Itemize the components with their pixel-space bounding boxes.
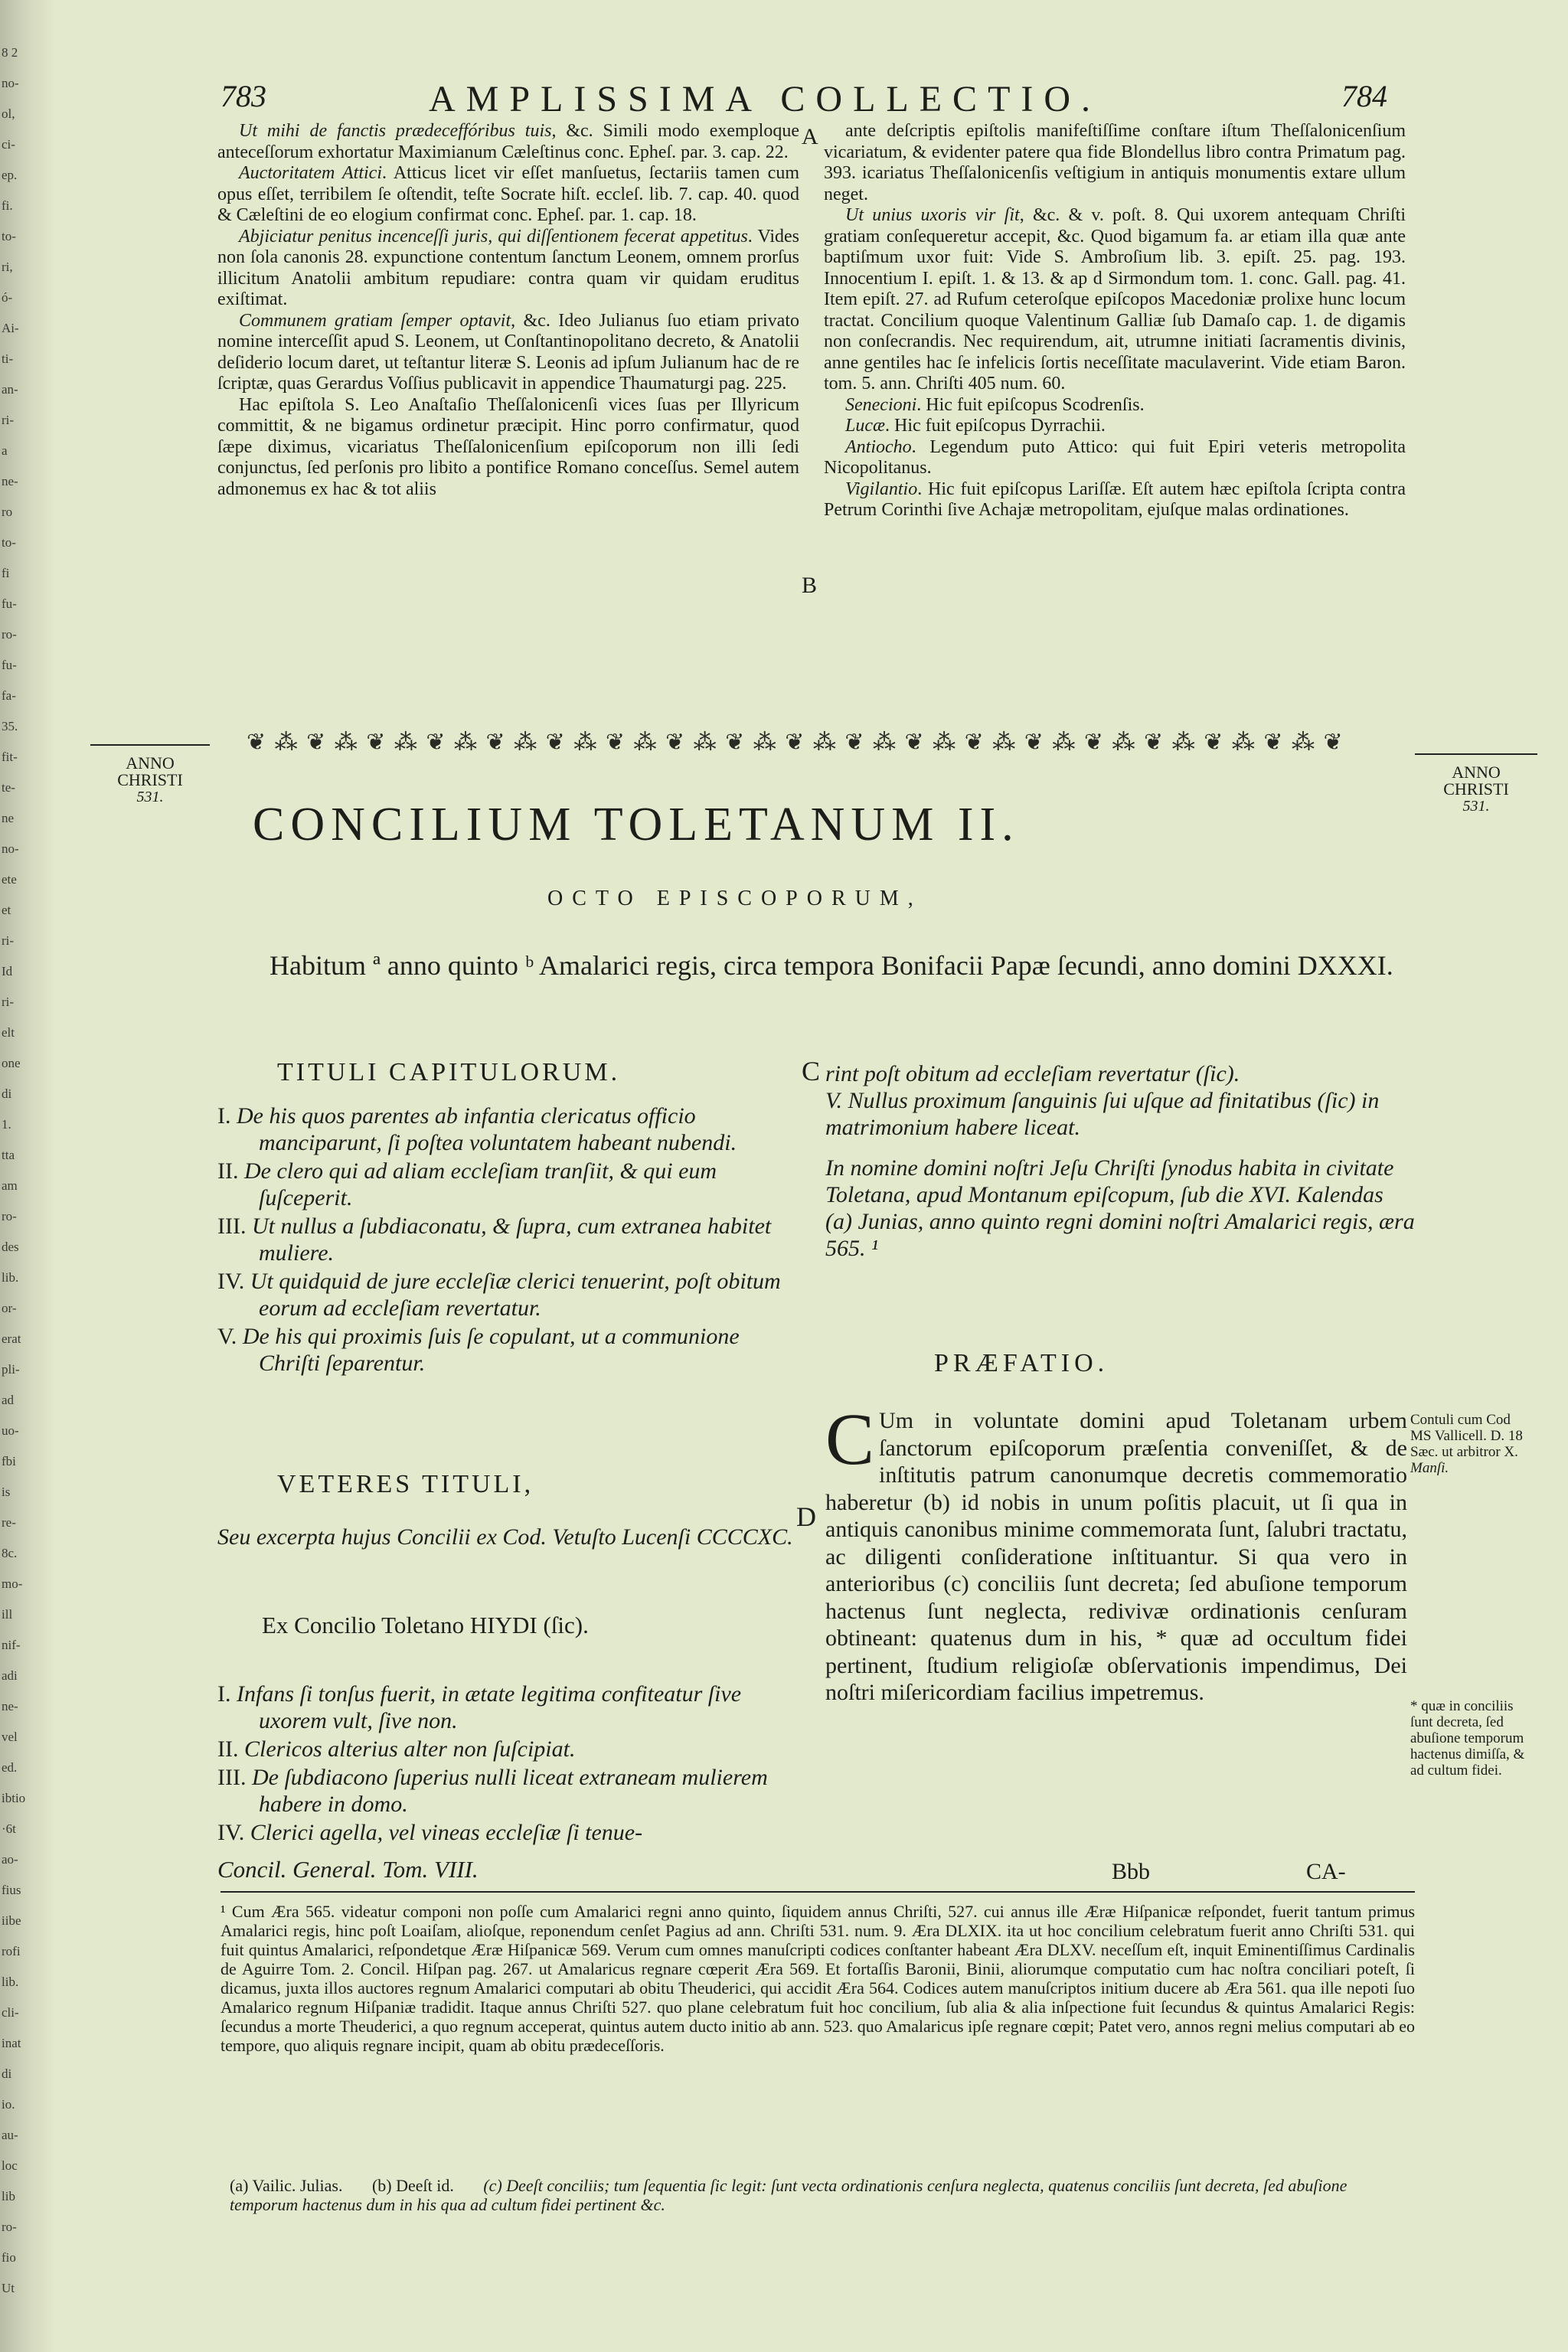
item-number: V.	[217, 1324, 243, 1349]
sidenote-variant: * quæ in conciliis ſunt decreta, ſed abuſione temporum hactenus dimiſſa, & ad cultum fidei.	[1410, 1698, 1525, 1779]
facing-page-fragment: te-	[2, 781, 15, 795]
facing-page-fragment: 8 2	[2, 46, 18, 60]
item-number: III.	[217, 1765, 252, 1790]
facing-page-fragment: uo-	[2, 1424, 19, 1438]
facing-page-fragment: 8c.	[2, 1547, 18, 1560]
facing-page-fragment: to-	[2, 536, 16, 550]
footnotes	[220, 1902, 1415, 2055]
veteres-list	[217, 1681, 799, 1847]
right-top-notes	[824, 121, 1406, 521]
facing-page-fragment: elt	[2, 1026, 15, 1040]
facing-page-fragment: fu-	[2, 597, 17, 611]
facing-page-fragment: ne-	[2, 1700, 18, 1713]
facing-page-fragment: ri-	[2, 413, 15, 427]
facing-page-fragment: a	[2, 444, 8, 458]
veteres-source: Ex Concilio Toletano HIYDI (ſic).	[262, 1612, 589, 1638]
facing-page-fragment: ao-	[2, 1853, 18, 1867]
synod-intro: In nomine domini noſtri Jeſu Chriſti ſynodus habita in civitate Toletana, apud Montanum epiſcopum, ſub die XVI. Kalendas (a) Junias, anno quinto regni domini noſtri Amalarici regis, æra 565. ¹	[825, 1155, 1415, 1261]
comment-text: Hac epiſtola S. Leo Anaſtaſio Theſſalonicenſi vices ſuas per Illyricum committit, & ne bigamus ordinetur præcipit. Hinc porro confirmatur, quod ſæpe diximus, vicariatus Theſſalonicenſium epiſcoporum non illi ſedi conjunctus, ſed perſonis pro libito a pontifice Romano conceſſus. Semel autem admonemus ex hac & tot aliis	[217, 394, 799, 499]
facing-page-fragment: vel	[2, 1730, 18, 1744]
lemma: Auctoritatem Attici	[239, 163, 383, 183]
item-five: V. Nullus proximum ſanguinis ſui uſque ad finitatibus (ſic) in matrimonium habere liceat.	[825, 1088, 1380, 1140]
facing-page-fragment: di	[2, 2067, 12, 2081]
facing-page-fragment: Ai-	[2, 322, 19, 335]
footnote-rule	[220, 1891, 1415, 1893]
commentary-paragraph	[824, 205, 1406, 395]
facing-page-fragment: is	[2, 1485, 11, 1499]
facing-page-fragment: ro	[2, 505, 13, 519]
facing-page-fragment: au-	[2, 2128, 18, 2142]
list-item	[217, 1819, 799, 1846]
item-number: I.	[217, 1681, 237, 1707]
book-gutter	[0, 0, 55, 2352]
item-number: IV.	[217, 1269, 250, 1294]
facing-page-fragment: ill	[2, 1608, 13, 1622]
anno-rule	[90, 744, 210, 746]
anno-label: ANNO	[1452, 763, 1501, 782]
facing-page-fragment: ro-	[2, 1210, 17, 1223]
comment-text: ante deſcriptis epiſtolis manifeſtiſſime conſtare iſtum Theſſalonicenſium vicariatum, & evidenter patere qua fide Blondellus libro contra Primatum pag. 393. icariatus Theſſalonicenſis veſtigium in antiquis monumentis extare ullum neget.	[824, 121, 1406, 204]
list-item	[217, 1681, 799, 1734]
catchword: CA-	[1306, 1859, 1346, 1884]
sidenote-text: Contuli cum Cod MS Vallicell. D. 18 Sæc. ut arbitror X.	[1410, 1412, 1523, 1460]
lemma: Antiocho	[845, 436, 912, 457]
facing-page-fragment: fio	[2, 2251, 16, 2265]
sidenote-collation	[1410, 1412, 1525, 1476]
item-text: De clero qui ad aliam eccleſiam tranſiit, & qui eum ſuſceperit.	[243, 1158, 717, 1210]
ornament-band: ❦ ⁂ ❦ ⁂ ❦ ⁂ ❦ ⁂ ❦ ⁂ ❦ ⁂ ❦ ⁂ ❦ ⁂ ❦ ⁂ ❦ ⁂ ❦ ⁂ ❦ ⁂ ❦ ⁂ ❦ ⁂ ❦ ⁂ ❦ ⁂ ❦ ⁂ ❦ ⁂ ❦	[247, 730, 1344, 755]
tituli-list	[217, 1102, 799, 1378]
facing-page-fragment: 1.	[2, 1118, 11, 1132]
list-item	[217, 1158, 799, 1211]
facing-page-fragment: fi.	[2, 199, 13, 213]
comment-text: . Atticus licet vir eſſet manſuetus, ſectariis tamen cum opus eſſet, terribilem ſe oſtendit, teſte Socrate hiſt. eccleſ. lib. 7. cap. 40. quod & Cæleſtini de eo elogium confirmat conc. Epheſ. par. 1. cap. 18.	[217, 163, 800, 225]
item-text: De his quos parentes ab infantia clericatus officio manciparunt, ſi poſtea voluntatem habeant nubendi.	[237, 1103, 737, 1155]
lemma: Abjiciatur penitus incenceſſi juris, qui diſſentionem fecerat appetitus	[239, 226, 748, 247]
comment-text: . Hic fuit epiſcopus Scodrenſis.	[916, 394, 1145, 415]
item-text: Infans ſi tonſus fuerit, in ætate legitima confiteatur ſive uxorem vult, ſive non.	[237, 1681, 742, 1733]
commentary-paragraph	[217, 311, 799, 395]
facing-page-fragment: am	[2, 1179, 18, 1193]
item-number: III.	[217, 1214, 252, 1239]
facing-page-fragment: ti-	[2, 352, 14, 366]
facing-page-fragment: 35.	[2, 720, 18, 733]
facing-page-fragment: iibe	[2, 1914, 21, 1928]
anno-label: ANNO	[126, 753, 175, 773]
lemma: Ut mihi de fanctis prædeceffóribus tuis	[239, 121, 552, 141]
running-title: AMPLISSIMA COLLECTIO.	[429, 79, 1102, 119]
facing-page-fragment: fa-	[2, 689, 16, 703]
commentary-paragraph	[824, 121, 1406, 205]
comment-text: . Hic fuit epiſcopus Lariſſæ. Eſt autem hæc epiſtola ſcripta contra Petrum Corinthi ſive Achajæ metropolitam, ejuſque malas ordinationes.	[824, 479, 1406, 520]
list-item	[217, 1102, 799, 1156]
facing-page-fragment: one	[2, 1057, 21, 1070]
facing-page-fragment: fius	[2, 1883, 21, 1897]
commentary-paragraph	[217, 163, 799, 227]
item-number: II.	[217, 1736, 244, 1762]
facing-page-fragment: lib.	[2, 1271, 19, 1285]
list-item	[217, 1213, 799, 1266]
item-text: Clerici agella, vel vineas eccleſiæ ſi tenue-	[250, 1820, 643, 1845]
item-number: IV.	[217, 1820, 250, 1845]
drop-cap: C	[825, 1398, 875, 1480]
facing-page-fragment: et	[2, 903, 11, 917]
commentary-paragraph	[217, 395, 799, 501]
page-number-left: 783	[220, 79, 266, 113]
page-number-right: 784	[1341, 79, 1387, 113]
lemma: Senecioni	[845, 394, 917, 415]
facing-page-fragment: ol,	[2, 107, 15, 121]
facing-page-fragment: ri-	[2, 934, 15, 948]
anno-christi-right	[1415, 753, 1537, 815]
comment-text: . Legendum puto Attico: qui fuit Epiri veteris metropolita Nicopolitanus.	[824, 436, 1406, 478]
volume-signature: Concil. General. Tom. VIII.	[217, 1856, 479, 1883]
praefatio-heading: PRÆFATIO.	[934, 1349, 1109, 1377]
facing-page-fragment: io.	[2, 2098, 15, 2112]
footnote-one: ¹ Cum Æra 565. videatur componi non poſſe cum Amalarici regni anno quinto, ſiquidem annus Chriſti, 527. cui annus ille Æræ Hiſpanicæ reſpondet, fuerit tantum primus Amalarici regis, hinc poſt Loaiſam, alioſque, reponendum cenſet Pagius ad ann. Chriſti 531. num. 9. Æra DLXIX. ita ut hoc concilium celebratum fuerit anno Chriſti 531. qui fuit quintus Amalarici, reſpondetque Æræ Hiſpanicæ 569. Verum cum omnes manuſcripti codices conſtanter habeant Æra DLXV. neceſſum eſt, inquit Eminentiſſimus Cardinalis de Aguirre Tom. 2. Concil. Hiſpan pag. 267. ut Amalaricus regnare cœperit Æra 569. Et fortaſſis Baronii, Binii, aliorumque computatio cum hac noſtra conciliari poteſt, ſi dicamus, juxta illos auctores regnum Amalarici computari ab obitu Theuderici, qui accidit Æra 564. Codices autem manuſcriptos initium ducere ab Æra 561. qua ille nepoti ſuo Amalarico regnum Hiſpaniæ tradidit. Itaque annus Chriſti 527. quo plane celebratum fuit hoc concilium, ſub alia & alia inſpectione fuit ſecundus & quintus Amalarici Regis: ſecundus a morte Theuderici, a quo regnum acceperat, quintus autem ducto initio ab ann. 523. quo Amalaricus ipſe regnare cœpit; Patet vero, annos regni melius computari ab eo tempore, quo aliquis regnare incipit, quam ab obitu prædeceſſoris.	[220, 1902, 1415, 2055]
praefatio-text	[825, 1398, 1407, 1707]
list-item	[217, 1736, 799, 1762]
margin-marker-a: A	[802, 124, 818, 149]
facing-page-fragment: ep.	[2, 168, 18, 182]
footnote-variants	[230, 2176, 1416, 2214]
margin-marker-d: D	[796, 1501, 816, 1532]
signature-mark: Bbb	[1112, 1859, 1151, 1884]
anno-christi-left	[90, 744, 210, 805]
commentary-paragraph	[217, 121, 799, 163]
facing-page-fragment: cli-	[2, 2006, 19, 2020]
facing-page-fragment: ·6t	[2, 1822, 16, 1836]
commentary-paragraph	[824, 416, 1406, 437]
facing-page-fragment: or-	[2, 1302, 17, 1315]
commentary-paragraph	[824, 479, 1406, 521]
facing-page-fragment: di	[2, 1087, 12, 1101]
item-text: Ut quidquid de jure eccleſiæ clerici tenuerint, poſt obitum eorum ad eccleſiam revertatur.	[250, 1269, 781, 1321]
item-text: De ſubdiacono ſuperius nulli liceat extraneam mulierem habere in domo.	[251, 1765, 768, 1817]
facing-page-fragment: adi	[2, 1669, 18, 1683]
facing-page-fragment: lib.	[2, 1975, 19, 1989]
facing-page-fragment: ad	[2, 1393, 15, 1407]
comment-text: , &c. & v. poſt. 8. Qui uxorem antequam Chriſti gratiam conſequeretur accepit, &c. Quod bigamum fa. ar etiam illa quæ ante baptiſmum uxor fuit: Vide S. Ambroſium lib. 3. epiſt. 25. pag. 193. Innocentium I. epiſt. 1. & 13. & ap d Sirmondum tom. 1. conc. Gall. pag. 41. Item epiſt. 27. ad Rufum ceteroſque epiſcopos Macedoniæ prolixe hunc locum tractat. Concilium quoque Valentinum Galliæ ſub Damaſo cap. 1. de digamis non conſecrandis. Nec requirendum, ait, utrumne initiati ſacramentis divinis, anne gentiles hac ſe infelicis ſortis neceſſitate maculaverint. Vide etiam Baron. tom. 5. ann. Chriſti 405 num. 60.	[824, 205, 1406, 394]
veteres-heading: VETERES TITULI,	[277, 1470, 534, 1498]
sidenote-signature: Manſi.	[1410, 1460, 1449, 1476]
commentary-paragraph	[217, 227, 799, 311]
facing-page-fragment: inat	[2, 2037, 21, 2050]
facing-page-fragment: ri-	[2, 995, 15, 1009]
facing-page-fragment: Ut	[2, 2282, 15, 2295]
facing-page-fragment: Id	[2, 965, 13, 978]
lemma: Ut unius uxoris vir ſit	[845, 205, 1020, 225]
comment-text: , &c. Simili modo exemploque anteceſſorum exhortatur Maximianum Cæleſtinus conc. Epheſ. par. 3. cap. 22.	[217, 121, 799, 162]
praefatio-body: Um in voluntate domini apud Toletanam urbem ſanctorum epiſcoporum præſentia conveniſſet, & de inſtitutis patrum canonumque decretis commemoratio haberetur (b) id nobis in unum poſitis placuit, ut ſi qua in antiquis canonibus minime commemorata ſunt, ſalubri tractatu, ac diligenti conſideratione inſtituantur. Si qua vero in anterioribus (c) conciliis ſunt decreta; ſed abuſione temporum hactenus ſunt neglecta, redivivæ ordinationis cenſuram obtineant: quatenus dum in his, * quæ ad occultum fidei pertinent, ſtudium religioſæ obſervationis impendimus, Dei noſtri miſericordiam facilius impetremus.	[825, 1408, 1407, 1705]
facing-page-fragment: erat	[2, 1332, 21, 1346]
facing-page-fragment: no-	[2, 77, 19, 90]
council-subtitle: OCTO EPISCOPORUM,	[547, 887, 923, 910]
list-item	[217, 1268, 799, 1321]
christi-label: CHRISTI	[117, 770, 183, 789]
comment-text: , &c. Ideo Julianus ſuo etiam privato nomine interceſſit apud S. Leonem, ut Conſtantinopolitano decreto, & Anatolii deſiderio locum daret, ut teſtantur literæ S. Leonis ad ipſum Julianum hac de re ſcriptæ, quas Gerardus Voſſius publicavit in appendice Thaumaturgi pag. 225.	[217, 310, 800, 394]
item-text: Ut nullus a ſubdiaconatu, & ſupra, cum extranea habitet muliere.	[251, 1214, 772, 1266]
list-item	[217, 1764, 799, 1818]
facing-page-fragment: ri,	[2, 260, 13, 274]
margin-marker-b: B	[802, 573, 818, 598]
item-text: De his qui proximis ſuis ſe copulant, ut a communione Chriſti ſeparentur.	[242, 1324, 740, 1376]
footnote-b: (b) Deeſt id.	[371, 2176, 454, 2195]
anno-year: 531.	[1462, 798, 1490, 815]
council-description: Habitum ª anno quinto ᵇ Amalarici regis, circa tempora Bonifacii Papæ ſecundi, anno domini DXXXI.	[270, 950, 1393, 981]
comment-text: . Hic fuit epiſcopus Dyrrachii.	[885, 416, 1106, 436]
footnote-a: (a) Vailic. Julias.	[230, 2176, 343, 2195]
comment-text: . Vides non ſola canonis 28. expunctione contentum ſanctum Leonem, omnem prorſus illicitum Anatolii ambitum repudiare: contra quam vir quidam eruditus exiſtimat.	[217, 226, 799, 309]
tituli-heading: TITULI CAPITULORUM.	[277, 1058, 621, 1086]
facing-page-fragment: lib	[2, 2190, 15, 2203]
facing-page-fragment: ne	[2, 812, 15, 825]
list-item	[217, 1323, 799, 1377]
commentary-paragraph	[824, 437, 1406, 479]
facing-page-fragment: no-	[2, 842, 19, 856]
facing-page-fragment: loc	[2, 2159, 18, 2173]
facing-page-fragment: ro-	[2, 628, 17, 642]
christi-label: CHRISTI	[1443, 779, 1509, 799]
council-title: CONCILIUM TOLETANUM II.	[253, 799, 1020, 851]
facing-page-fragment: rofi	[2, 1945, 21, 1958]
facing-page-fragment: ed.	[2, 1761, 18, 1775]
facing-page-fragment: fu-	[2, 658, 17, 672]
facing-page-fragment: an-	[2, 383, 18, 397]
left-top-notes	[217, 121, 799, 500]
facing-page-fragment: des	[2, 1240, 19, 1254]
facing-page-fragment: fbi	[2, 1455, 16, 1468]
facing-page-fragment: ibtio	[2, 1792, 26, 1805]
facing-page-fragment: re-	[2, 1516, 16, 1530]
lemma: Lucæ	[845, 416, 886, 436]
facing-page-fragment: ci-	[2, 138, 15, 152]
veteres-subheading: Seu excerpta hujus Concilii ex Cod. Vetuſto Lucenſi CCCCXC.	[217, 1524, 793, 1550]
lemma: Communem gratiam ſemper optavit	[239, 310, 511, 331]
facing-page-fragment: mo-	[2, 1577, 23, 1591]
item-number: I.	[217, 1103, 237, 1129]
facing-page-fragment: tta	[2, 1148, 15, 1162]
facing-page-fragment: ro-	[2, 2220, 17, 2234]
anno-year: 531.	[136, 789, 164, 805]
facing-page-fragment: fi	[2, 567, 10, 580]
right-list	[825, 1060, 1415, 1262]
item-text: Clericos alterius alter non ſuſcipiat.	[243, 1736, 576, 1762]
item-number: II.	[217, 1158, 244, 1184]
lemma: Vigilantio	[845, 479, 918, 499]
anno-rule	[1415, 753, 1537, 755]
margin-marker-c: C	[802, 1056, 821, 1086]
facing-page-fragment: to-	[2, 230, 16, 243]
facing-page-fragment: ó-	[2, 291, 13, 305]
facing-page-fragment: ne-	[2, 475, 18, 488]
commentary-paragraph	[824, 395, 1406, 416]
facing-page-fragment: fit-	[2, 750, 18, 764]
facing-page-fragment: pli-	[2, 1363, 20, 1377]
continued-item: rint poſt obitum ad eccleſiam revertatur (ſic).	[825, 1061, 1240, 1086]
facing-page-fragment: nif-	[2, 1638, 21, 1652]
footnote-c: (c) Deeſt conciliis; tum ſequentia ſic legit: ſunt vecta ordinationis cenſura neglecta, quatenus conciliis ſunt decreta, ſed abuſione temporum hactenus dum in his qua ad cultum fidei pertinent &c.	[230, 2176, 1348, 2214]
facing-page-fragment: ete	[2, 873, 17, 887]
